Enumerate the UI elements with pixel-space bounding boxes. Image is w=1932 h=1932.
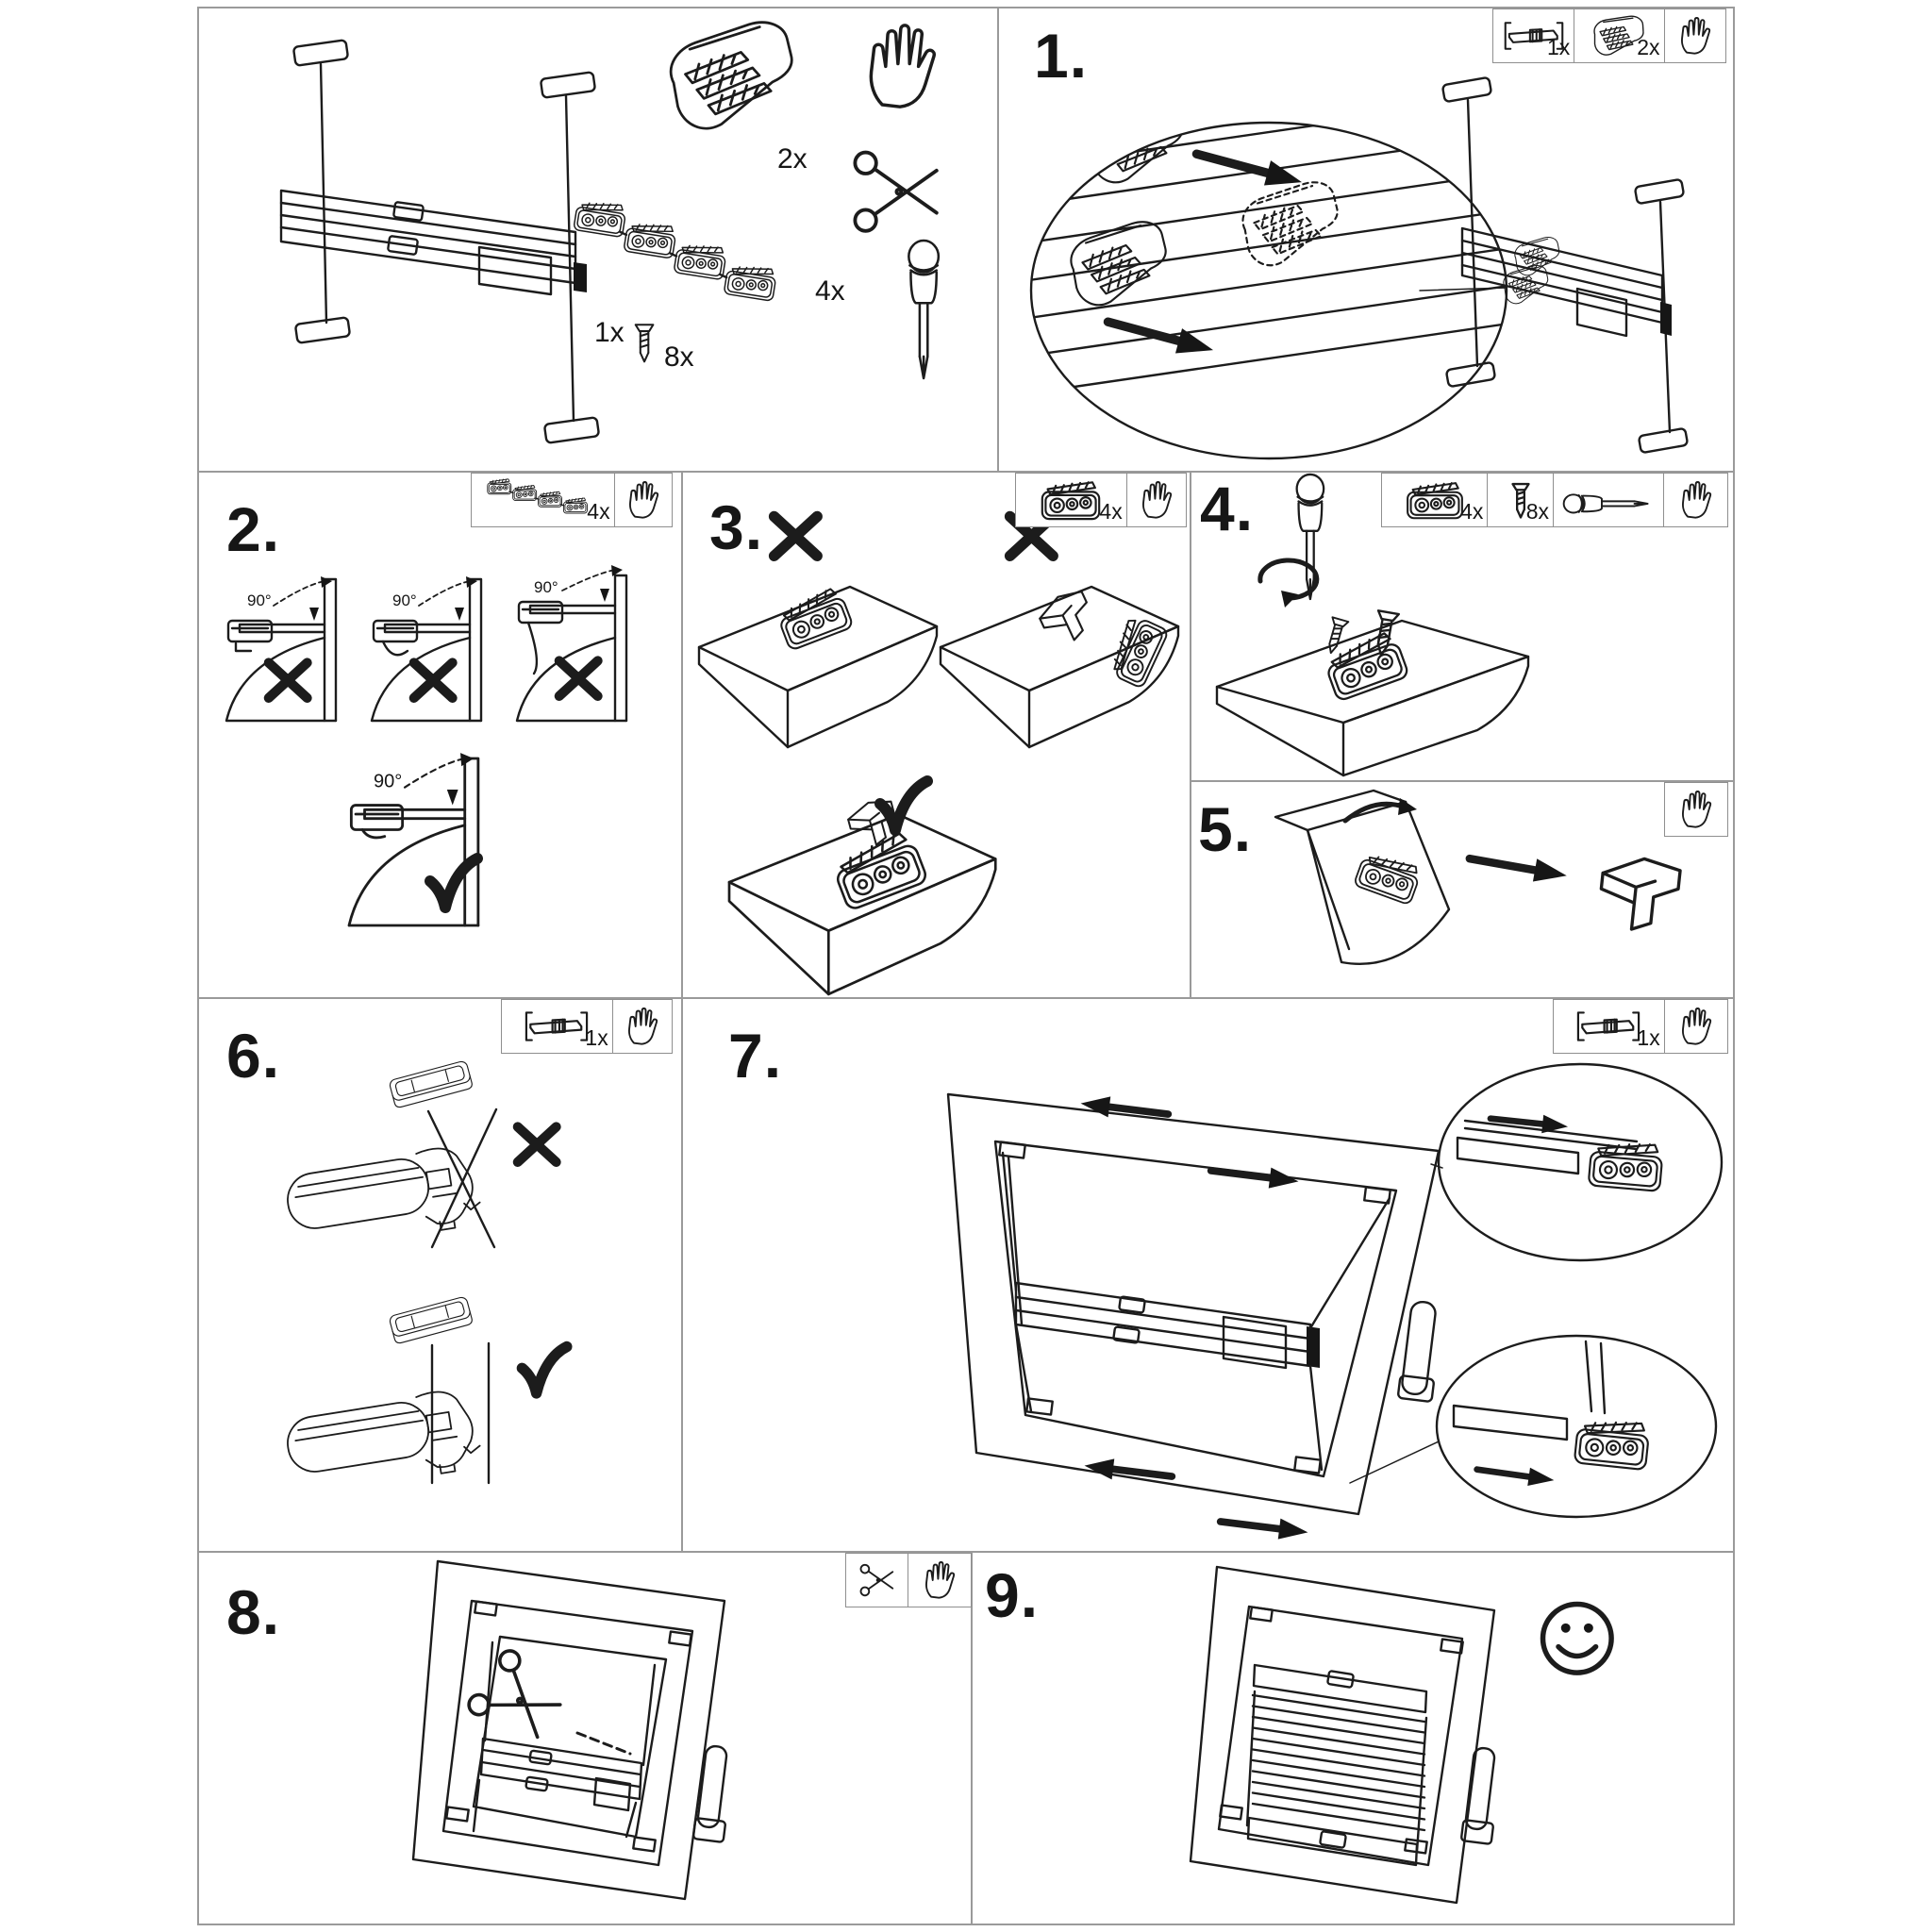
step5-drawing bbox=[1192, 783, 1732, 996]
qty-label: 2x bbox=[1637, 35, 1660, 59]
corner-bracket-icon bbox=[1382, 474, 1487, 526]
step8-drawing bbox=[200, 1554, 970, 1923]
step-number-9: 9. bbox=[985, 1560, 1040, 1630]
scissors-icon bbox=[855, 153, 936, 231]
correct-mark bbox=[880, 781, 927, 830]
screwdriver-icon bbox=[1553, 474, 1663, 526]
hand-icon bbox=[1126, 474, 1186, 526]
step4-header bbox=[1381, 473, 1728, 527]
hand-icon bbox=[614, 474, 672, 526]
screw-icon bbox=[1487, 474, 1553, 526]
qty-label: 4x bbox=[1460, 499, 1484, 524]
step-number-4: 4. bbox=[1200, 474, 1255, 543]
correct-mark bbox=[430, 858, 477, 908]
screwdriver-icon bbox=[908, 241, 939, 378]
parts-overview-drawing bbox=[200, 9, 996, 470]
scissors-icon bbox=[846, 1554, 908, 1607]
qty-label: 4x bbox=[1099, 499, 1123, 524]
svg-text:90°: 90° bbox=[392, 591, 417, 609]
wrong-mark bbox=[774, 517, 818, 557]
qty-label: 4x bbox=[587, 499, 610, 524]
hand-icon bbox=[908, 1554, 971, 1607]
step3-correct bbox=[729, 797, 995, 994]
clamp-icon bbox=[1574, 9, 1663, 62]
clamp-part-drawing bbox=[665, 18, 808, 175]
hand-icon bbox=[871, 25, 934, 107]
qty-label: 1x bbox=[1637, 1025, 1660, 1050]
svg-text:90°: 90° bbox=[247, 591, 272, 609]
step7-drawing bbox=[684, 1000, 1732, 1550]
step5-header bbox=[1664, 782, 1728, 837]
hand-icon bbox=[1665, 783, 1727, 836]
step-number-6: 6. bbox=[226, 1021, 281, 1091]
step3-wrong-b bbox=[941, 587, 1178, 747]
step2-header bbox=[471, 473, 673, 527]
screw-part-drawing bbox=[636, 325, 694, 373]
hand-icon bbox=[1663, 474, 1727, 526]
step2-wrong-a bbox=[226, 576, 336, 721]
step8-header bbox=[845, 1553, 972, 1607]
step1-assembly bbox=[1442, 77, 1688, 453]
step-number-1: 1. bbox=[1034, 21, 1089, 91]
step4-sash-corner bbox=[1217, 621, 1528, 775]
smiley-icon bbox=[1543, 1605, 1612, 1674]
wrong-mark bbox=[414, 663, 453, 698]
blind-assembly-drawing bbox=[281, 40, 625, 443]
lift-arrow bbox=[1345, 804, 1406, 821]
step1-zoom-callout bbox=[1009, 94, 1528, 458]
blind-width-icon bbox=[502, 1000, 612, 1053]
step2-wrong-b bbox=[372, 576, 481, 721]
cut-line bbox=[577, 1733, 630, 1754]
svg-text:90°: 90° bbox=[534, 578, 558, 596]
step-number-3: 3. bbox=[709, 492, 764, 562]
wrong-mark bbox=[518, 1127, 557, 1162]
qty-screw-label: 8x bbox=[664, 341, 694, 373]
removed-cover-piece bbox=[1597, 855, 1681, 934]
step7-header bbox=[1553, 999, 1728, 1054]
screwdriver-drawing bbox=[1297, 475, 1324, 599]
step9-drawing bbox=[974, 1554, 1732, 1923]
qty-label: 1x bbox=[1547, 35, 1571, 59]
step2-correct bbox=[349, 753, 478, 925]
step8-window bbox=[413, 1561, 727, 1899]
hand-icon bbox=[1664, 1000, 1727, 1053]
step-number-5: 5. bbox=[1198, 794, 1253, 864]
qty-label: 1x bbox=[585, 1025, 608, 1050]
bracket-strip-drawing bbox=[567, 198, 844, 307]
corner-bracket-icon bbox=[1016, 474, 1126, 526]
step9-window-finished bbox=[1191, 1567, 1495, 1903]
svg-text:90°: 90° bbox=[373, 771, 403, 792]
step1-header bbox=[1492, 8, 1726, 63]
blind-width-icon bbox=[1554, 1000, 1664, 1053]
qty-clamp-label: 2x bbox=[777, 143, 808, 175]
step3-header bbox=[1015, 473, 1187, 527]
hand-icon bbox=[1664, 9, 1725, 62]
step6-correct bbox=[283, 1296, 567, 1496]
remove-arrow bbox=[1468, 847, 1569, 887]
step1-drawing bbox=[1000, 9, 1732, 470]
correct-mark bbox=[522, 1347, 567, 1393]
step-number-2: 2. bbox=[226, 494, 281, 564]
step2-wrong-c bbox=[517, 565, 626, 721]
tension-arrow-right bbox=[1219, 1511, 1308, 1542]
slide-arrow bbox=[1475, 1460, 1555, 1490]
scissors-cutting-icon bbox=[465, 1647, 570, 1751]
qty-label: 8x bbox=[1525, 499, 1550, 524]
insert-arrow bbox=[1105, 309, 1217, 362]
bracket-strip-icon bbox=[472, 474, 614, 526]
qty-bracket-label: 4x bbox=[815, 275, 845, 307]
step6-header bbox=[501, 999, 673, 1054]
tension-arrow-left bbox=[1079, 1093, 1169, 1124]
hand-icon bbox=[612, 1000, 672, 1053]
wrong-mark bbox=[269, 663, 308, 698]
wrong-mark bbox=[559, 661, 598, 696]
screw-drawing bbox=[1323, 617, 1348, 655]
step3-wrong-a bbox=[699, 586, 937, 747]
step6-wrong bbox=[283, 1060, 557, 1253]
step-number-7: 7. bbox=[728, 1021, 783, 1091]
step7-callout-top bbox=[1431, 1064, 1722, 1260]
tension-arrow-right bbox=[1209, 1160, 1299, 1191]
step5-sash-corner bbox=[1275, 791, 1449, 964]
step-number-8: 8. bbox=[226, 1577, 281, 1647]
qty-blind-label: 1x bbox=[594, 317, 625, 348]
blind-width-icon bbox=[1493, 9, 1574, 62]
